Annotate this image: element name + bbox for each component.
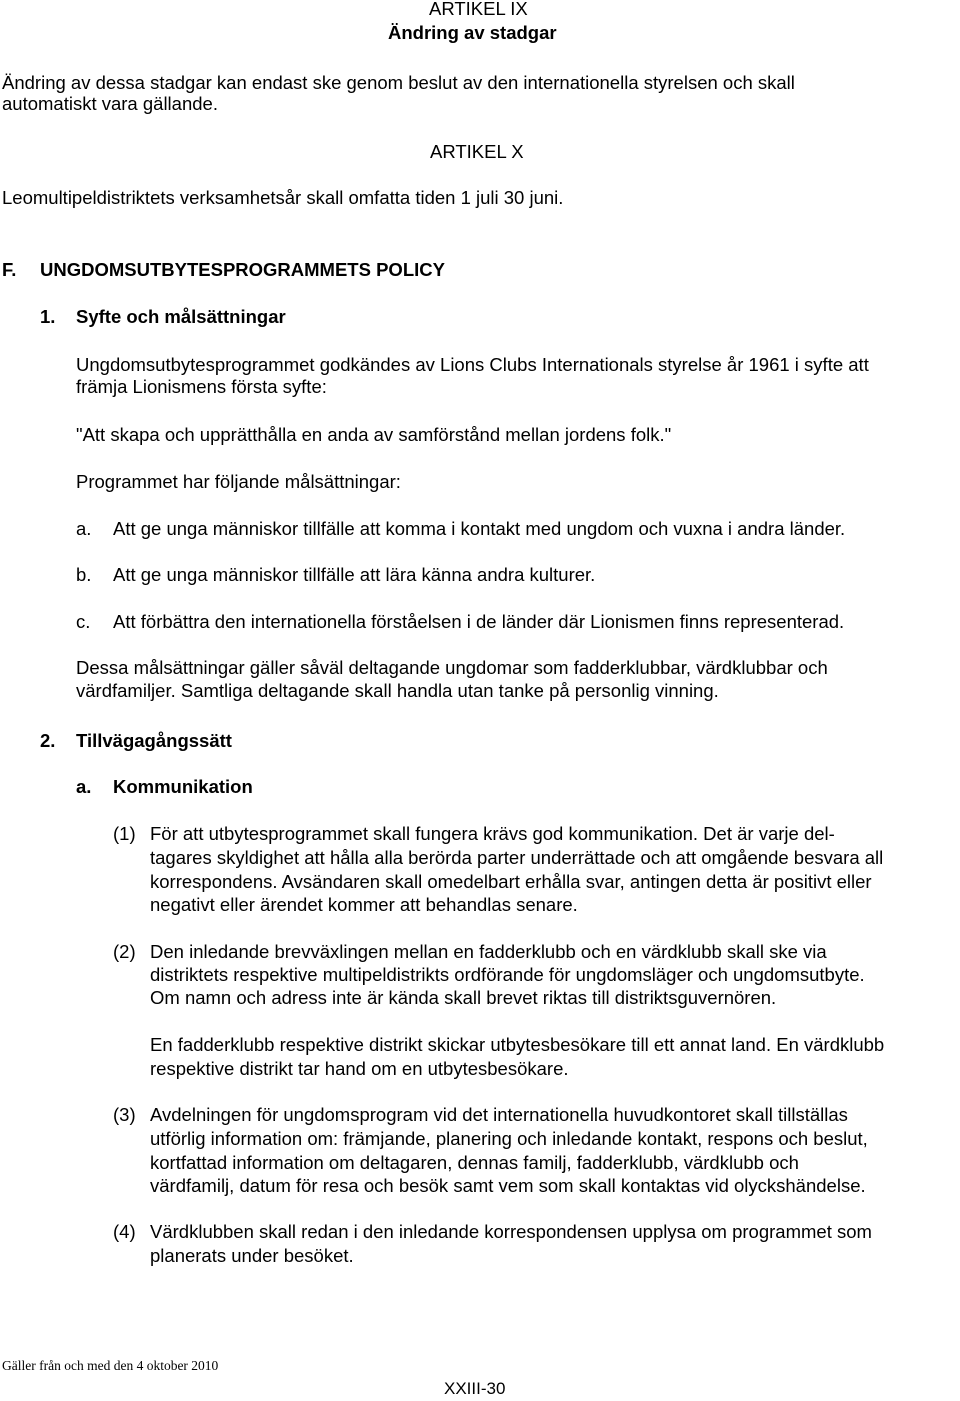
article-x-text: Leomultipeldistriktets verksamhetsår skall omfatta tiden 1 juli 30 juni.: [2, 187, 564, 208]
section-1-title: Syfte och målsättningar: [76, 306, 286, 327]
subsection-a-title: Kommunikation: [113, 776, 253, 797]
item-3-line-4: värdfamilj, datum för resa och besök samt vem som skall kontaktas vid olyckshändelse.: [150, 1175, 866, 1196]
article-ix-heading: ARTIKEL IX: [429, 0, 528, 19]
item-2-line-3: Om namn och adress inte är kända skall brevet riktas till distriktsguvernören.: [150, 987, 777, 1008]
item-3-line-2: utförlig information om: främjande, planering och inledande kontakt, respons och beslut,: [150, 1128, 868, 1149]
goal-b-text: Att ge unga människor tillfälle att lära känna andra kulturer.: [113, 564, 596, 585]
section-1-intro-line-2: främja Lionismens första syfte:: [76, 376, 327, 397]
item-2-extra-line-2: respektive distrikt tar hand om en utbytesbesökare.: [150, 1058, 569, 1079]
article-ix-text-line-1: Ändring av dessa stadgar kan endast ske genom beslut av den internationella styrelsen och skall: [2, 72, 795, 93]
section-1-goals-intro: Programmet har följande målsättningar:: [76, 471, 401, 492]
section-2-title: Tillvägagångssätt: [76, 730, 232, 751]
goal-c-text: Att förbättra den internationella förståelsen i de länder där Lionismen finns representerad.: [113, 611, 845, 632]
item-2-marker: (2): [113, 941, 136, 962]
item-4-marker: (4): [113, 1221, 136, 1242]
section-f-label: F.: [2, 259, 17, 280]
goal-a-text: Att ge unga människor tillfälle att komma i kontakt med ungdom och vuxna i andra länder.: [113, 518, 846, 539]
item-3-line-1: Avdelningen för ungdomsprogram vid det internationella huvudkontoret skall tillställas: [150, 1104, 848, 1125]
item-4-line-2: planerats under besöket.: [150, 1245, 354, 1266]
item-2-extra-line-1: En fadderklubb respektive distrikt skickar utbytesbesökare till ett annat land. En värdklubb: [150, 1034, 885, 1055]
section-f-title: UNGDOMSUTBYTESPROGRAMMETS POLICY: [40, 259, 445, 280]
subsection-a-marker: a.: [76, 776, 92, 797]
item-1-line-4: negativt eller ärendet kommer att behandlas senare.: [150, 894, 578, 915]
section-1-number: 1.: [40, 306, 56, 327]
section-1-closing-line-2: värdfamiljer. Samtliga deltagande skall handla utan tanke på personlig vinning.: [76, 680, 719, 701]
goal-a-marker: a.: [76, 518, 92, 539]
item-1-line-3: korrespondens. Avsändaren skall omedelbart erhålla svar, antingen detta är positivt eller: [150, 871, 872, 892]
item-1-line-1: För att utbytesprogrammet skall fungera krävs god kommunikation. Det är varje del-: [150, 823, 835, 844]
article-ix-text-line-2: automatiskt vara gällande.: [2, 93, 218, 114]
goal-b-marker: b.: [76, 564, 92, 585]
section-1-intro-line-1: Ungdomsutbytesprogrammet godkändes av Lions Clubs Internationals styrelse år 1961 i syfte att: [76, 354, 869, 375]
item-4-line-1: Värdklubben skall redan i den inledande korrespondensen upplysa om programmet som: [150, 1221, 872, 1242]
item-2-line-1: Den inledande brevväxlingen mellan en fadderklubb och en värdklubb skall ske via: [150, 941, 827, 962]
section-2-number: 2.: [40, 730, 56, 751]
item-1-line-2: tagares skyldighet att hålla alla berörda parter underrättade och att omgående besvara all: [150, 847, 884, 868]
item-3-line-3: kortfattad information om deltagaren, dennas familj, fadderklubb, värdklubb och: [150, 1152, 799, 1173]
item-2-line-2: distriktets respektive multipeldistrikts ordförande för ungdomsläger och ungdomsutbyte.: [150, 964, 865, 985]
goal-c-marker: c.: [76, 611, 91, 632]
footer-valid-from: Gäller från och med den 4 oktober 2010: [2, 1358, 219, 1373]
footer-page-number: XXIII-30: [444, 1379, 506, 1398]
section-1-closing-line-1: Dessa målsättningar gäller såväl deltagande ungdomar som fadderklubbar, värdklubbar och: [76, 657, 828, 678]
article-ix-title: Ändring av stadgar: [388, 22, 557, 43]
article-x-heading: ARTIKEL X: [430, 141, 524, 162]
section-1-quote: "Att skapa och upprätthålla en anda av samförstånd mellan jordens folk.": [76, 424, 672, 445]
item-3-marker: (3): [113, 1104, 136, 1125]
item-1-marker: (1): [113, 823, 136, 844]
